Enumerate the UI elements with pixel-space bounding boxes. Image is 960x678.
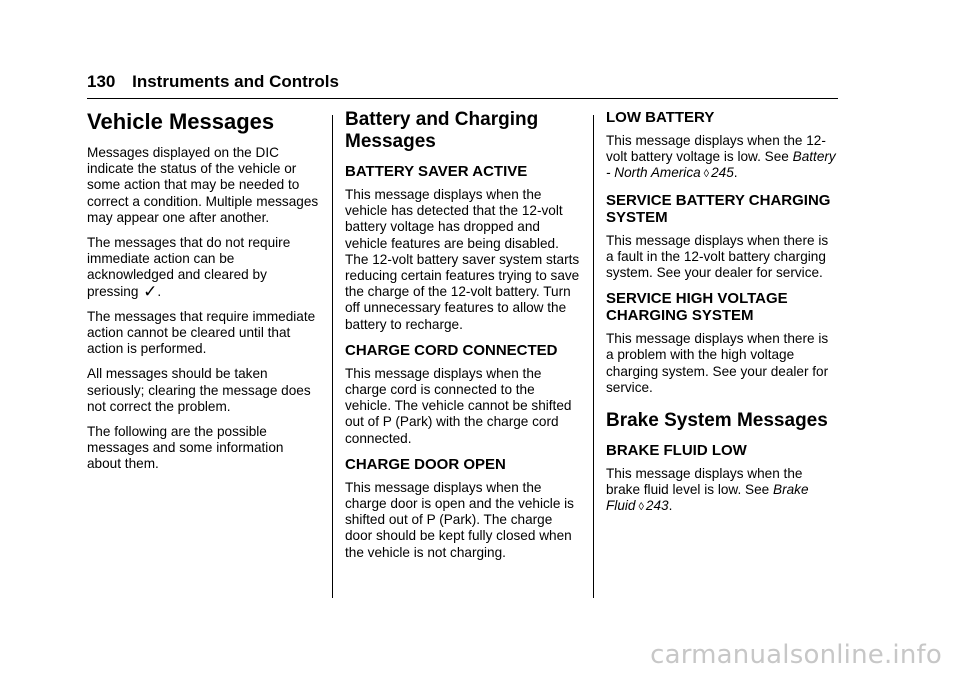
paragraph: All messages should be taken seriously; clearing the message does not correct the problem. bbox=[87, 366, 311, 414]
column-divider-1 bbox=[332, 115, 333, 598]
header-title: Instruments and Controls bbox=[132, 72, 339, 91]
subheading-low-battery: LOW BATTERY bbox=[606, 109, 715, 126]
column-divider-2 bbox=[593, 115, 594, 598]
paragraph-text: This message displays when the brake fluid level is low. See bbox=[606, 466, 803, 498]
reference-page-number[interactable]: 245 bbox=[711, 165, 734, 181]
watermark: carmanualsonline.info bbox=[650, 640, 942, 670]
paragraph: This message displays when the charge door is open and the vehicle is shifted out of P (Park). The charge door should be kept fully closed when the vehicle is not charging. bbox=[345, 479, 574, 560]
paragraph-text: This message displays when the 12-volt battery voltage is low. See bbox=[606, 133, 826, 165]
subheading-service-battery-charging-system: SERVICE BATTERY CHARGING SYSTEM bbox=[606, 191, 831, 226]
subheading-brake-fluid-low: BRAKE FLUID LOW bbox=[606, 442, 747, 460]
column-1 bbox=[87, 109, 319, 482]
paragraph-acknowledge bbox=[87, 235, 319, 300]
paragraph: Messages displayed on the DIC indicate the status of the vehicle or some action that may be needed to correct a condition. Multiple messages may appear one after another. bbox=[87, 145, 319, 225]
header-divider bbox=[87, 98, 838, 99]
paragraph: This message displays when there is a problem with the high voltage charging system. See your dealer for service. bbox=[606, 331, 829, 395]
paragraph-end: . bbox=[733, 165, 738, 181]
subheading-charge-cord-connected: CHARGE CORD CONNECTED bbox=[345, 341, 558, 359]
page-reference-icon: ◊ bbox=[638, 501, 644, 514]
page-header bbox=[87, 72, 339, 92]
paragraph: The following are the possible messages and some information about them. bbox=[87, 424, 284, 472]
paragraph: This message displays when there is a fault in the 12-volt battery charging system. See your dealer for service. bbox=[606, 232, 829, 281]
check-mark-icon: ✓ bbox=[143, 281, 158, 301]
column-2 bbox=[345, 109, 583, 570]
page-reference-icon: ◊ bbox=[703, 168, 710, 181]
cross-reference-link[interactable]: Battery - North America bbox=[606, 149, 836, 181]
subheading-charge-door-open: CHARGE DOOR OPEN bbox=[345, 455, 506, 473]
paragraph-text: The messages that do not require immediate action can be acknowledged and cleared by pressing bbox=[87, 235, 291, 299]
subheading-service-high-voltage-charging-system: SERVICE HIGH VOLTAGE CHARGING SYSTEM bbox=[606, 290, 788, 325]
paragraph: This message displays when the charge cord is connected to the vehicle. The vehicle cannot be shifted out of P (Park) with the charge cord connected. bbox=[345, 365, 572, 446]
page-number: 130 bbox=[87, 72, 116, 91]
paragraph-brake-fluid bbox=[606, 466, 838, 516]
paragraph-end: . bbox=[157, 283, 162, 299]
reference-page-number[interactable]: 243 bbox=[645, 498, 669, 514]
section-heading-brake-system: Brake System Messages bbox=[606, 410, 828, 432]
paragraph: This message displays when the vehicle has detected that the 12-volt battery voltage has dropped and vehicle features are being disabled. The 12-volt battery saver system starts reducing certain features trying to save the charge of the 12-volt battery. Turn off unnecessary features to allow the battery to recharge. bbox=[345, 187, 580, 332]
paragraph-end: . bbox=[668, 498, 673, 514]
cross-reference-link[interactable]: Brake Fluid bbox=[606, 482, 809, 514]
subheading-battery-saver-active: BATTERY SAVER ACTIVE bbox=[345, 163, 528, 180]
section-heading-vehicle-messages: Vehicle Messages bbox=[87, 109, 275, 134]
paragraph: The messages that require immediate action cannot be cleared until that action is performed. bbox=[87, 308, 316, 357]
column-3 bbox=[606, 109, 838, 525]
section-heading-battery-charging: Battery and Charging Messages bbox=[345, 109, 539, 152]
paragraph-low-battery bbox=[606, 133, 838, 183]
